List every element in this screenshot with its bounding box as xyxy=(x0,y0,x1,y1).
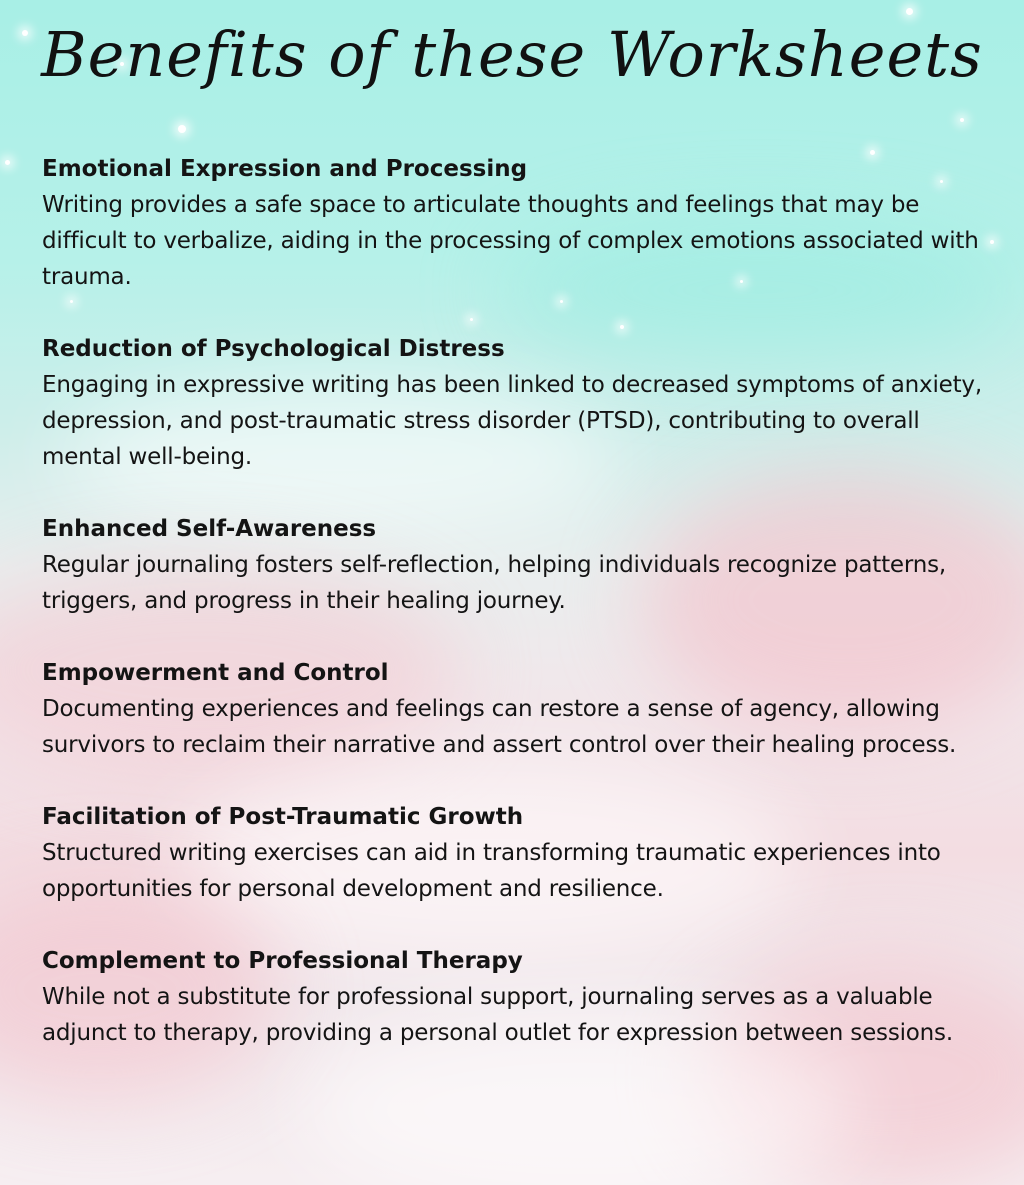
benefit-section xyxy=(42,655,992,763)
sparkle-icon xyxy=(960,118,964,122)
benefit-heading: Enhanced Self-Awareness xyxy=(42,516,377,542)
benefit-description: Writing provides a safe space to articulate thoughts and feelings that may be difficult to verbalize, aiding in the processing of complex emotions associated with trauma. xyxy=(42,192,979,290)
benefit-heading: Emotional Expression and Processing xyxy=(42,156,528,182)
benefit-heading: Facilitation of Post-Traumatic Growth xyxy=(42,804,524,830)
benefits-list xyxy=(42,151,992,1087)
benefit-heading: Reduction of Psychological Distress xyxy=(42,336,505,362)
sparkle-icon xyxy=(178,125,186,133)
sparkle-icon xyxy=(5,160,10,165)
benefit-heading: Empowerment and Control xyxy=(42,660,389,686)
page-title: Benefits of these Worksheets xyxy=(41,18,983,91)
benefit-section xyxy=(42,511,992,619)
benefit-section xyxy=(42,943,992,1051)
benefit-description: While not a substitute for professional support, journaling serves as a valuable adjunct to therapy, providing a personal outlet for expression between sessions. xyxy=(42,984,953,1046)
benefit-description: Engaging in expressive writing has been linked to decreased symptoms of anxiety, depression, and post-traumatic stress disorder (PTSD), contributing to overall mental well-being. xyxy=(42,372,982,470)
benefit-description: Documenting experiences and feelings can restore a sense of agency, allowing survivors to reclaim their narrative and assert control over their healing process. xyxy=(42,696,957,758)
benefit-heading: Complement to Professional Therapy xyxy=(42,948,523,974)
benefit-section xyxy=(42,331,992,475)
benefit-description: Regular journaling fosters self-reflection, helping individuals recognize patterns, triggers, and progress in their healing journey. xyxy=(42,552,946,614)
benefit-description: Structured writing exercises can aid in transforming traumatic experiences into opportunities for personal development and resilience. xyxy=(42,840,941,902)
benefit-section xyxy=(42,799,992,907)
sparkle-icon xyxy=(906,8,913,15)
benefit-section xyxy=(42,151,992,295)
